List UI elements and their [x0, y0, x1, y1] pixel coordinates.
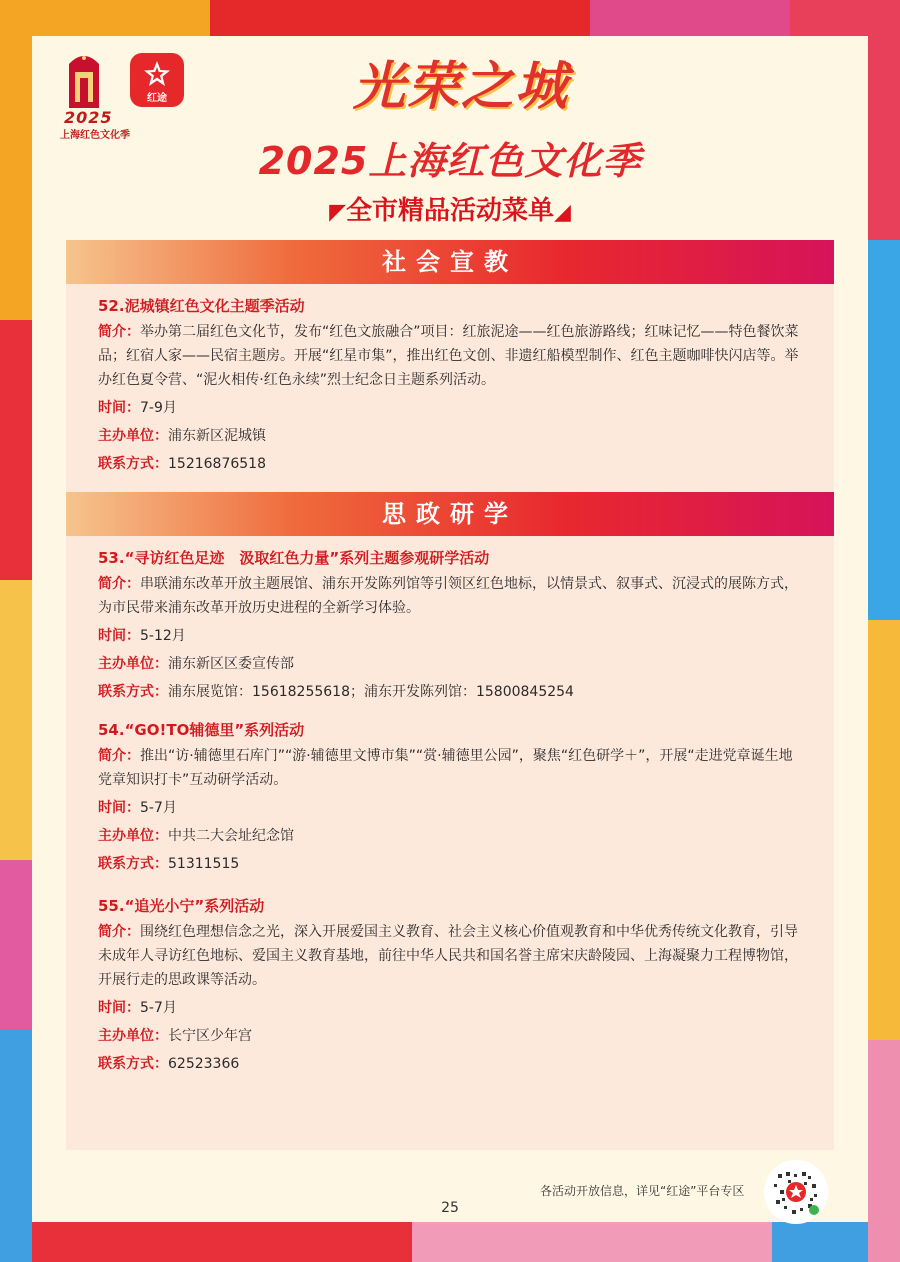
- page-number: 25: [441, 1200, 459, 1216]
- background-block: [412, 1222, 772, 1262]
- activity-organizer: [98, 424, 810, 448]
- background-block: [772, 1222, 868, 1262]
- organizer-label: 主办单位：: [98, 1028, 168, 1044]
- intro-label: 简介：: [98, 576, 140, 592]
- activity-organizer: [98, 824, 810, 848]
- activity-organizer: [98, 652, 810, 676]
- activity-intro: [98, 744, 810, 792]
- app-label: 红途: [147, 93, 167, 104]
- activity-title: 52.泥城镇红色文化主题季活动: [98, 297, 305, 315]
- activity-intro: [98, 320, 810, 392]
- activity-organizer: [98, 1024, 810, 1048]
- time-value: 5-7月: [140, 1000, 177, 1016]
- time-label: 时间：: [98, 400, 140, 416]
- time-value: 5-12月: [140, 628, 186, 644]
- bracket-right-icon: ◢: [554, 200, 571, 225]
- qr-pattern-icon: [764, 1160, 828, 1224]
- intro-text: 围绕红色理想信念之光，深入开展爱国主义教育、社会主义核心价值观教育和中华优秀传统文化教育，引导未成年人寻访红色地标、爱国主义教育基地，前往中华人民共和国名誉主席宋庆龄陵园、上海凝聚力工程博物馆，开展行走的思政课等活动。: [98, 924, 798, 988]
- time-label: 时间：: [98, 800, 140, 816]
- activity-time: [98, 396, 810, 420]
- background-block: [590, 0, 790, 36]
- star-icon: [142, 59, 172, 89]
- intro-text: 串联浦东改革开放主题展馆、浦东开发陈列馆等引领区红色地标，以情景式、叙事式、沉浸式的展陈方式，为市民带来浦东改革开放历史进程的全新学习体验。: [98, 576, 798, 616]
- background-block: [868, 620, 900, 1040]
- contact-value: 51311515: [168, 856, 240, 872]
- activity-time: [98, 796, 810, 820]
- intro-label: 简介：: [98, 324, 140, 340]
- organizer-value: 长宁区少年宫: [168, 1028, 252, 1044]
- background-block: [32, 1222, 412, 1262]
- time-value: 5-7月: [140, 800, 177, 816]
- page-title: 2025上海红色文化季: [258, 139, 642, 183]
- organizer-label: 主办单位：: [98, 656, 168, 672]
- organizer-label: 主办单位：: [98, 428, 168, 444]
- background-block: [0, 1030, 32, 1262]
- organizer-value: 中共二大会址纪念馆: [168, 828, 294, 844]
- background-block: [868, 1040, 900, 1262]
- time-value: 7-9月: [140, 400, 177, 416]
- activity-intro: [98, 572, 810, 620]
- tower-icon: [66, 50, 102, 108]
- contact-label: 联系方式：: [98, 856, 168, 872]
- activity-time: [98, 996, 810, 1020]
- hongtu-app-icon: [130, 53, 184, 107]
- intro-text: 推出“访·辅德里石库门”“游·辅德里文博市集”“赏·辅德里公园”，聚焦“红色研学＋”，开展“走进党章诞生地 党章知识打卡”互动研学活动。: [98, 748, 793, 788]
- culture-season-logo: [58, 50, 130, 141]
- background-block: [0, 580, 32, 860]
- background-block: [0, 320, 32, 580]
- time-label: 时间：: [98, 1000, 140, 1016]
- logo-year: 2025: [64, 108, 113, 127]
- calligraphy-title: 光荣之城: [352, 56, 569, 117]
- contact-value: 15216876518: [168, 456, 266, 472]
- background-block: [210, 0, 590, 36]
- activity-time: [98, 624, 810, 648]
- qr-code-icon[interactable]: [764, 1160, 828, 1224]
- section-header: 思政研学: [66, 492, 834, 536]
- activity-contact: [98, 680, 810, 704]
- subtitle-text: 全市精品活动菜单: [345, 196, 554, 226]
- contact-label: 联系方式：: [98, 684, 168, 700]
- activity-item: [98, 718, 810, 876]
- bracket-left-icon: ◤: [329, 200, 346, 225]
- activity-item: [98, 294, 810, 476]
- intro-text: 举办第二届红色文化节，发布“红色文旅融合”项目：红旅泥途——红色旅游路线；红味记忆——特色餐饮菜品；红宿人家——民宿主题房。开展“红星市集”，推出红色文创、非遗红船模型制作、红色主题咖啡快闪店等。举办红色夏令营、“泥火相传·红色永续”烈士纪念日主题系列活动。: [98, 324, 799, 388]
- contact-value: 62523366: [168, 1056, 240, 1072]
- time-label: 时间：: [98, 628, 140, 644]
- activity-contact: [98, 852, 810, 876]
- section-header: 社会宣教: [66, 240, 834, 284]
- activity-title: 54.“GO!TO辅德里”系列活动: [98, 721, 305, 739]
- intro-label: 简介：: [98, 748, 140, 764]
- footer-note: 各活动开放信息，详见“红途”平台专区: [540, 1184, 745, 1198]
- activity-title: 55.“追光小宁”系列活动: [98, 897, 265, 915]
- activity-contact: [98, 452, 810, 476]
- background-block: [0, 860, 32, 1030]
- intro-label: 简介：: [98, 924, 140, 940]
- organizer-value: 浦东新区泥城镇: [168, 428, 266, 444]
- activity-item: [98, 546, 810, 704]
- contact-label: 联系方式：: [98, 1056, 168, 1072]
- activity-item: [98, 894, 810, 1076]
- activity-intro: [98, 920, 810, 992]
- organizer-label: 主办单位：: [98, 828, 168, 844]
- contact-label: 联系方式：: [98, 456, 168, 472]
- contact-value: 浦东展览馆：15618255618；浦东开发陈列馆：15800845254: [168, 684, 574, 700]
- logo-subtitle: 上海红色文化季: [60, 130, 130, 141]
- page-subtitle: [0, 190, 900, 227]
- organizer-value: 浦东新区区委宣传部: [168, 656, 294, 672]
- background-block: [868, 240, 900, 620]
- activity-contact: [98, 1052, 810, 1076]
- activity-title: 53.“寻访红色足迹 汲取红色力量”系列主题参观研学活动: [98, 549, 490, 567]
